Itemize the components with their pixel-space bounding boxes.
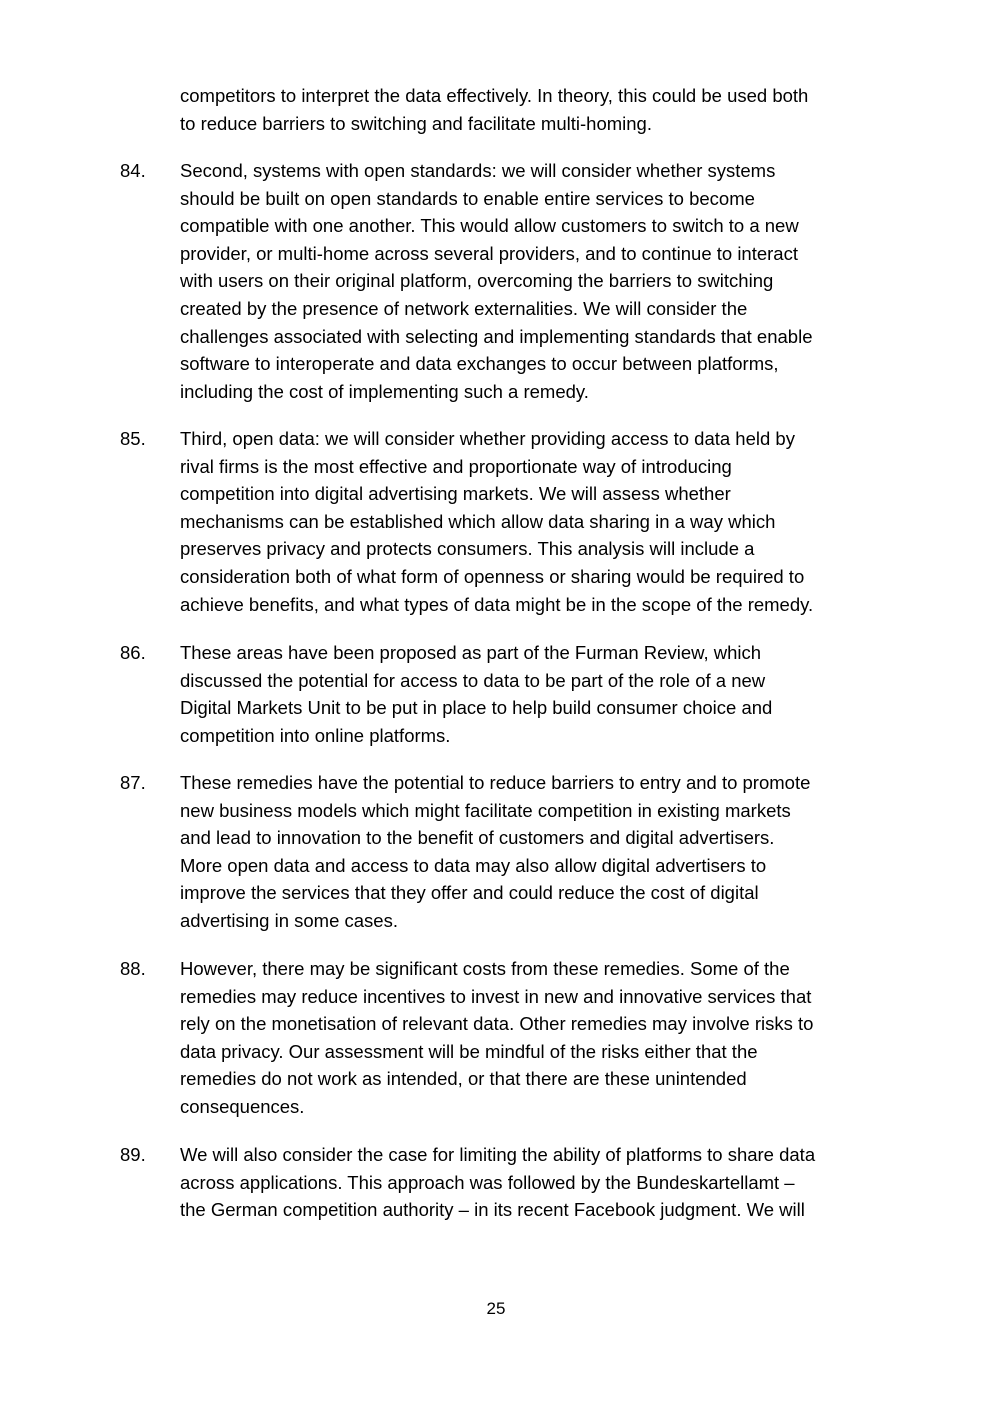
paragraph-text: Third, open data: we will consider whether providing access to data held by rival firms is the most effective and proportionate way of introducing competition into digital advertising markets. We will assess whether mechanisms can be established which allow data sharing in a way which preserves privacy and protects consumers. This analysis will include a consideration both of what form of openness or sharing would be required to achieve benefits, and what types of data might be in the scope of the remedy. (180, 428, 814, 615)
paragraph-86 (120, 639, 880, 749)
paragraph-number: 85. (120, 428, 146, 449)
paragraph-text: These remedies have the potential to reduce barriers to entry and to promote new business models which might facilitate competition in existing markets and lead to innovation to the benefit of customers and digital advertisers. More open data and access to data may also allow digital advertisers to improve the services that they offer and could reduce the cost of digital advertising in some cases. (180, 772, 811, 931)
paragraph-number: 84. (120, 160, 146, 181)
paragraph-number: 86. (120, 642, 146, 663)
paragraph-89 (120, 1141, 880, 1224)
paragraph-continuation (120, 82, 880, 137)
paragraph-85 (120, 425, 880, 618)
paragraph-87 (120, 769, 880, 935)
paragraph-88 (120, 955, 880, 1121)
paragraph-84 (120, 157, 880, 405)
paragraph-text: These areas have been proposed as part of the Furman Review, which discussed the potential for access to data to be part of the role of a new Digital Markets Unit to be put in place to help build consumer choice and competition into online platforms. (180, 642, 773, 746)
paragraph-number: 87. (120, 772, 146, 793)
paragraph-text: Second, systems with open standards: we will consider whether systems should be built on open standards to enable entire services to become compatible with one another. This would allow customers to switch to a new provider, or multi-home across several providers, and to continue to interact with users on their original platform, overcoming the barriers to switching created by the presence of network externalities. We will consider the challenges associated with selecting and implementing standards that enable software to interoperate and data exchanges to occur between platforms, including the cost of implementing such a remedy. (180, 160, 813, 402)
paragraph-number: 88. (120, 958, 146, 979)
paragraph-text: competitors to interpret the data effectively. In theory, this could be used both to reduce barriers to switching and facilitate multi-homing. (180, 85, 809, 134)
page-number: 25 (486, 1299, 506, 1318)
paragraph-text: However, there may be significant costs from these remedies. Some of the remedies may reduce incentives to invest in new and innovative services that rely on the monetisation of relevant data. Other remedies may involve risks to data privacy. Our assessment will be mindful of the risks either that the remedies do not work as intended, or that there are these unintended consequences. (180, 958, 814, 1117)
paragraph-text: We will also consider the case for limiting the ability of platforms to share data across applications. This approach was followed by the Bundeskartellamt – the German competition authority – in its recent Facebook judgment. We will (180, 1144, 816, 1221)
paragraph-number: 89. (120, 1144, 146, 1165)
